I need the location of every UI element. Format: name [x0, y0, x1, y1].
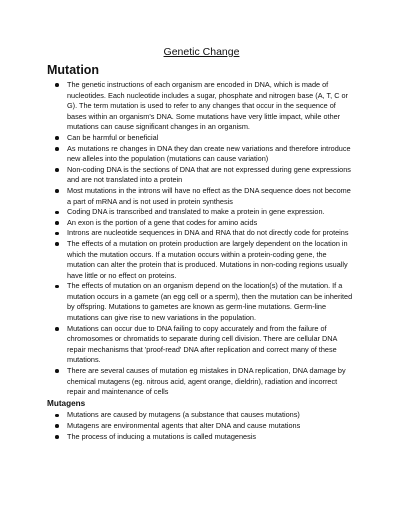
bullet-icon — [55, 83, 59, 87]
list-item-text: Mutagens are environmental agents that alter DNA and cause mutations — [67, 421, 301, 430]
mutation-heading: Mutation — [47, 63, 100, 77]
list-item-text: Mutations are caused by mutagens (a substance that causes mutations) — [67, 410, 300, 420]
list-item-text: The effects of a mutation on protein production are largely dependent on the location in which the mutation occurs. If a mutation occurs within a protein-coding gene, the mutation can alter the protein that is produced. Mutations in non-coding regions usually have little or no effect on proteins. — [67, 238, 348, 280]
bullet-icon — [55, 424, 59, 428]
bullet-icon — [55, 168, 59, 172]
list-item-text: The genetic instructions of each organism are encoded in DNA, which is made of nucleotides. Each nucleotide includes a sugar, phosphate and nitrogen base (A, T, C or G). The term mutation is used to refer to any changes that occur in the sequence of bases within an organism's DNA. Some mutations have very little impact, while other mutations can cause significant changes in an organism. — [67, 80, 348, 132]
list-item — [47, 239, 356, 281]
bullet-icon — [55, 136, 59, 140]
list-item-text: The effects of mutation on an organism depend on the location(s) of the mutation. If a mutation occurs in a gamete (an egg cell or a sperm), then the mutation can be inherited by offspring. Mutations to gametes are known as germ-line mutations. Germ-line mutations can give rise to new variations in the population. — [67, 281, 353, 323]
bullet-icon — [55, 327, 59, 331]
list-item — [47, 144, 356, 165]
bullet-icon — [55, 369, 59, 373]
bullet-icon — [55, 285, 59, 289]
list-item — [47, 218, 356, 229]
list-item-text: Coding DNA is transcribed and translated to make a protein in gene expression. — [67, 207, 325, 217]
list-item — [47, 228, 356, 239]
bullet-icon — [55, 232, 59, 236]
list-item — [47, 133, 356, 144]
document-title: Genetic Change — [163, 46, 240, 58]
list-item — [47, 410, 356, 421]
list-item-text: There are several causes of mutation eg mistakes in DNA replication, DNA damage by chemical mutagens (eg. nitrous acid, agent orange, dieldrin), radiation and incorrect repair and maintenance of cells — [67, 366, 346, 397]
bullet-icon — [55, 221, 59, 225]
list-item — [47, 80, 356, 133]
list-item — [47, 324, 356, 366]
bullet-icon — [55, 242, 59, 246]
list-item-text: Introns are nucleotide sequences in DNA and RNA that do not directly code for proteins — [67, 228, 349, 238]
bullet-icon — [55, 435, 59, 439]
list-item — [47, 186, 356, 207]
list-item-text: Most mutations in the introns will have no effect as the DNA sequence does not become a part of mRNA and is not used in protein synthesis — [67, 185, 351, 206]
bullet-icon — [55, 147, 59, 151]
mutagens-bullet-list — [47, 410, 356, 442]
list-item-text: Can be harmful or beneficial — [67, 132, 159, 142]
bullet-icon — [55, 211, 59, 215]
list-item — [47, 207, 356, 218]
list-item — [47, 432, 356, 443]
list-item-text: As mutations re changes in DNA they dan create new variations and therefore introduce new alleles into the population (mutations can cause variation) — [67, 143, 351, 164]
list-item — [47, 165, 356, 186]
list-item — [47, 366, 356, 398]
mutation-bullet-list — [47, 80, 356, 398]
list-item-text: Non-coding DNA is the sections of DNA that are not expressed during gene expressions and are not translated into a protein — [67, 164, 351, 185]
mutagens-heading: Mutagens — [47, 398, 86, 408]
list-item-text: An exon is the portion of a gene that codes for amino acids — [67, 217, 258, 227]
bullet-icon — [55, 414, 59, 418]
list-item-text: Mutations can occur due to DNA failing to copy accurately and from the failure of chromosomes or chromatids to separate during cell division. There are cellular DNA repair mechanisms that 'proof-read' DNA after replication and correct many of these mutations. — [67, 323, 337, 365]
bullet-icon — [55, 189, 59, 193]
list-item — [47, 281, 356, 323]
list-item-text: The process of inducing a mutations is called mutagenesis — [67, 431, 257, 441]
list-item — [47, 421, 356, 432]
